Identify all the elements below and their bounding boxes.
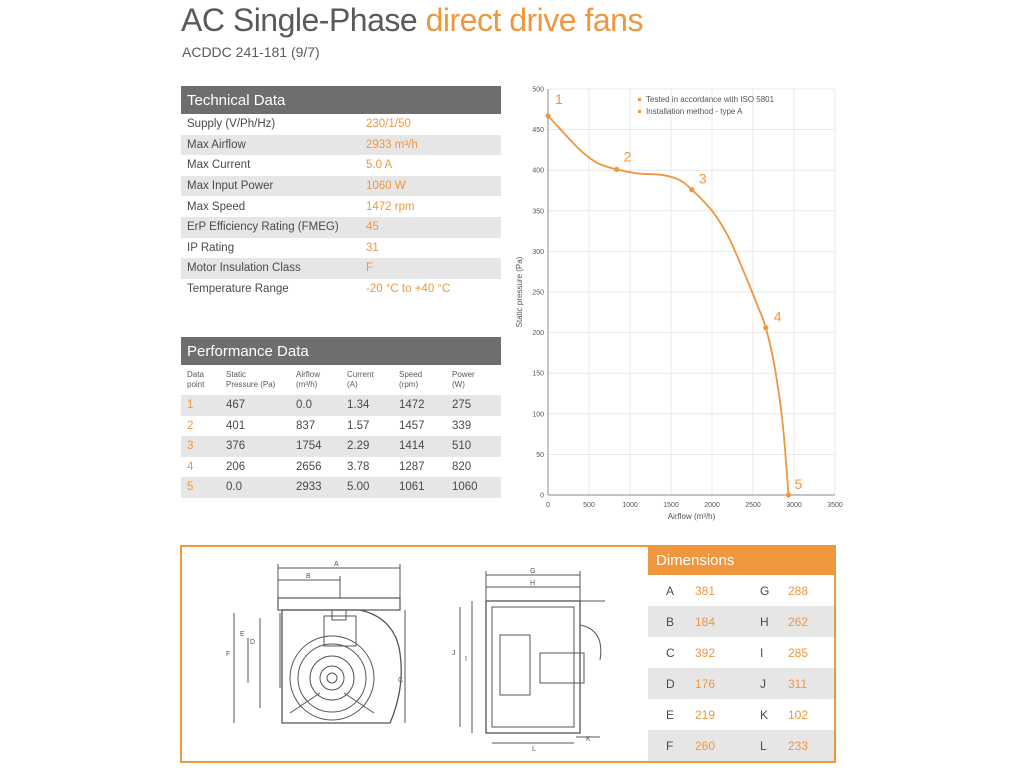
column-header-line2: point <box>187 380 205 389</box>
performance-curve-line <box>548 116 789 495</box>
dim-label-l: L <box>532 746 536 753</box>
technical-label: ErP Efficiency Rating (FMEG) <box>187 221 339 234</box>
performance-cell: 339 <box>452 419 472 432</box>
dimension-value: 262 <box>788 615 809 629</box>
legend-marker <box>638 98 641 101</box>
performance-cell: 275 <box>452 399 472 411</box>
technical-row <box>181 114 501 135</box>
x-tick-label: 3000 <box>786 502 802 509</box>
technical-label: Temperature Range <box>187 283 289 296</box>
dimension-key: L <box>760 739 767 753</box>
data-point-label: 5 <box>794 476 803 492</box>
column-header-line1: Static <box>226 370 247 379</box>
data-point-marker <box>786 492 791 497</box>
data-point-marker <box>614 167 619 172</box>
data-point-number: 5 <box>187 481 194 494</box>
dim-label-e: E <box>240 631 245 638</box>
technical-data-heading: Technical Data <box>181 86 501 114</box>
y-tick-label: 450 <box>532 127 544 135</box>
technical-label: Max Current <box>187 159 251 172</box>
performance-row <box>181 436 501 457</box>
technical-value: 31 <box>366 241 379 254</box>
dimension-key: C <box>666 646 675 660</box>
technical-label: IP Rating <box>187 241 235 254</box>
y-tick-label: 400 <box>532 167 544 175</box>
data-point-marker <box>763 325 768 330</box>
dimension-key: J <box>760 677 766 691</box>
x-axis-label: Airflow (m³/h) <box>667 512 716 521</box>
side-view-drawing <box>440 565 630 755</box>
dim-label-f: F <box>226 651 231 658</box>
dimension-value: 311 <box>788 677 808 691</box>
dimension-value: 285 <box>788 646 809 660</box>
performance-cell: 2933 <box>296 481 322 494</box>
dimension-value: 288 <box>788 584 809 598</box>
technical-row <box>181 238 501 259</box>
technical-data-table <box>181 114 501 299</box>
legend-entry: Tested in accordance with ISO 5801 <box>646 95 775 104</box>
technical-row <box>181 217 501 238</box>
dimension-key: K <box>760 708 769 722</box>
performance-cell: 1060 <box>452 481 478 494</box>
performance-column-header <box>347 370 374 390</box>
dim-label-k: K <box>586 736 591 743</box>
x-tick-label: 2500 <box>745 502 761 509</box>
performance-data-table <box>181 395 501 498</box>
x-tick-label: 0 <box>546 502 550 509</box>
performance-cell: 376 <box>226 440 246 453</box>
technical-value: 1060 W <box>366 180 406 193</box>
dimension-key: I <box>760 646 764 660</box>
x-tick-label: 1500 <box>663 502 679 509</box>
y-tick-label: 350 <box>532 208 544 216</box>
technical-value: 5.0 A <box>366 159 393 172</box>
dimension-key: A <box>666 584 675 598</box>
model-number: ACDDC 241-181 (9/7) <box>182 44 320 60</box>
dim-label-j: J <box>452 650 456 657</box>
dimension-value: 184 <box>695 615 716 629</box>
performance-curve-chart <box>508 80 853 530</box>
performance-row <box>181 395 501 416</box>
performance-cell: 401 <box>226 419 246 432</box>
performance-cell: 1457 <box>399 419 425 432</box>
dimension-key: G <box>760 584 770 598</box>
column-header-line1: Speed <box>399 370 423 379</box>
dimension-key: B <box>666 615 675 629</box>
performance-table-header <box>181 368 501 394</box>
technical-row <box>181 279 501 300</box>
dimension-key: H <box>760 615 769 629</box>
technical-value: -20 °C to +40 °C <box>366 283 451 296</box>
performance-cell: 1061 <box>399 481 425 494</box>
data-point-number: 4 <box>187 460 194 473</box>
data-point-marker <box>545 113 550 118</box>
performance-column-header <box>399 370 422 390</box>
column-header-line2: (rpm) <box>399 380 419 389</box>
performance-row <box>181 416 501 437</box>
dimension-value: 381 <box>695 584 716 598</box>
dimension-value: 392 <box>695 646 716 660</box>
dimensions-row <box>648 730 834 761</box>
performance-column-header <box>187 370 204 390</box>
technical-value: 1472 rpm <box>366 200 415 213</box>
technical-row <box>181 135 501 156</box>
dim-label-d: D <box>250 639 256 646</box>
title-main: AC Single-Phase <box>181 2 418 38</box>
technical-value: 45 <box>366 221 379 234</box>
title-accent: direct drive fans <box>425 2 643 38</box>
data-point-label: 4 <box>773 308 782 325</box>
performance-cell: 467 <box>226 399 246 411</box>
page-title <box>181 2 643 39</box>
dim-label-b: B <box>306 573 311 580</box>
technical-row <box>181 258 501 279</box>
performance-cell: 1754 <box>296 440 322 453</box>
y-tick-label: 50 <box>536 451 544 459</box>
technical-label: Max Airflow <box>187 138 246 151</box>
dimension-value: 176 <box>695 677 716 691</box>
technical-row <box>181 176 501 197</box>
x-tick-label: 500 <box>583 502 595 509</box>
column-header-line1: Power <box>452 370 475 379</box>
dimension-value: 219 <box>695 708 716 722</box>
x-tick-label: 1000 <box>622 502 638 509</box>
dimension-value: 233 <box>788 739 809 753</box>
column-header-line2: (W) <box>452 380 465 389</box>
performance-cell: 1287 <box>399 460 425 473</box>
performance-cell: 5.00 <box>347 481 370 494</box>
column-header-line1: Current <box>347 370 374 379</box>
dimensions-row <box>648 668 834 699</box>
legend-marker <box>638 110 641 113</box>
y-tick-label: 100 <box>532 411 544 419</box>
dimension-key: E <box>666 708 675 722</box>
data-point-label: 3 <box>698 170 707 187</box>
dim-label-g: G <box>530 568 536 575</box>
front-view-drawing <box>220 558 420 753</box>
performance-cell: 1414 <box>399 440 425 453</box>
technical-label: Motor Insulation Class <box>187 262 301 275</box>
dimensions-row <box>648 606 834 637</box>
y-axis-label: Static pressure (Pa) <box>515 256 524 328</box>
y-tick-label: 300 <box>532 248 544 256</box>
performance-cell: 206 <box>226 460 246 473</box>
performance-cell: 510 <box>452 440 472 453</box>
performance-cell: 0.0 <box>226 481 242 494</box>
dimensions-row <box>648 575 834 606</box>
x-tick-label: 2000 <box>704 502 720 509</box>
performance-cell: 837 <box>296 419 316 432</box>
dim-label-a: A <box>334 561 339 568</box>
dimension-value: 260 <box>695 739 716 753</box>
performance-data-heading: Performance Data <box>181 337 501 365</box>
performance-cell: 0.0 <box>296 399 312 411</box>
column-header-line2: (A) <box>347 380 358 389</box>
technical-value: 2933 m³/h <box>366 138 418 151</box>
legend-entry: Installation method - type A <box>646 107 743 116</box>
performance-cell: 1.57 <box>347 419 370 432</box>
dimension-value: 102 <box>788 708 809 722</box>
performance-column-header <box>452 370 475 390</box>
data-point-label: 2 <box>623 148 632 165</box>
dim-label-c: C <box>398 677 404 684</box>
data-point-number: 2 <box>187 419 194 432</box>
y-tick-label: 200 <box>532 330 544 338</box>
performance-column-header <box>296 370 320 390</box>
technical-row <box>181 196 501 217</box>
dim-label-i: I <box>465 656 467 663</box>
performance-cell: 820 <box>452 460 472 473</box>
data-point-number: 3 <box>187 440 194 453</box>
technical-value: F <box>366 262 374 275</box>
performance-row <box>181 477 501 498</box>
dimensions-heading: Dimensions <box>648 545 836 575</box>
data-point-marker <box>689 187 694 192</box>
dim-label-h: H <box>530 580 536 587</box>
x-tick-label: 3500 <box>827 502 843 509</box>
performance-cell: 2.29 <box>347 440 370 453</box>
column-header-line2: Pressure (Pa) <box>226 380 276 389</box>
column-header-line2: (m³/h) <box>296 380 318 389</box>
performance-cell: 1.34 <box>347 399 370 411</box>
y-tick-label: 500 <box>532 86 544 94</box>
technical-row <box>181 155 501 176</box>
dimensions-row <box>648 637 834 668</box>
technical-value: 230/1/50 <box>366 118 411 131</box>
performance-row <box>181 457 501 478</box>
data-point-label: 1 <box>555 90 563 107</box>
technical-label: Max Input Power <box>187 180 274 193</box>
dimension-key: F <box>666 739 674 753</box>
y-tick-label: 0 <box>540 492 544 500</box>
technical-label: Supply (V/Ph/Hz) <box>187 118 276 131</box>
column-header-line1: Data <box>187 370 204 379</box>
performance-cell: 1472 <box>399 399 425 411</box>
y-tick-label: 150 <box>532 370 544 378</box>
data-point-number: 1 <box>187 399 194 411</box>
performance-cell: 3.78 <box>347 460 370 473</box>
performance-column-header <box>226 370 275 390</box>
technical-label: Max Speed <box>187 200 246 213</box>
performance-cell: 2656 <box>296 460 322 473</box>
y-tick-label: 250 <box>532 289 544 297</box>
dimension-key: D <box>666 677 675 691</box>
dimensions-row <box>648 699 834 730</box>
dimensions-table <box>648 575 834 761</box>
column-header-line1: Airflow <box>296 370 321 379</box>
